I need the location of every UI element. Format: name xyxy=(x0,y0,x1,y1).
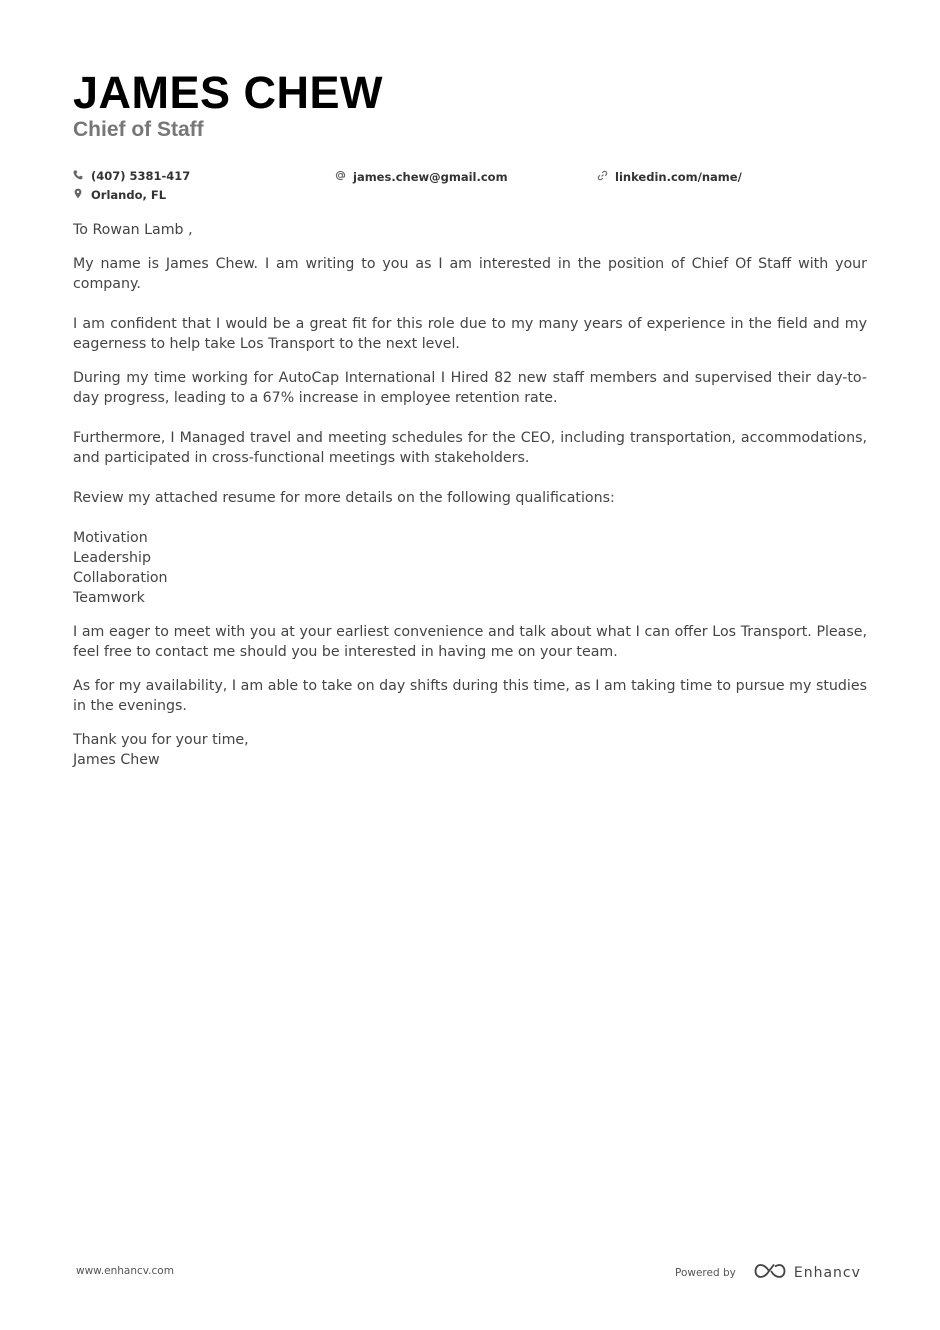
contact-email[interactable] xyxy=(335,168,508,185)
linkedin-value: linkedin.com/name/ xyxy=(615,170,742,184)
enhancv-logo-icon xyxy=(754,1263,786,1283)
paragraph-availability: As for my availability, I am able to take on day shifts during this time, as I am taking time to pursue my studies in the evenings. xyxy=(73,678,867,714)
paragraph-achievement: During my time working for AutoCap International I Hired 82 new staff members and supervised their day-to-day progress, leading to a 67% increase in employee retention rate. xyxy=(73,370,867,406)
contact-linkedin[interactable] xyxy=(597,168,742,185)
letter-body xyxy=(73,220,867,770)
location-pin-icon xyxy=(73,186,85,199)
list-item: Leadership xyxy=(73,550,151,566)
phone-icon xyxy=(73,168,85,180)
signature: James Chew xyxy=(73,752,160,768)
list-item: Collaboration xyxy=(73,570,168,586)
link-icon xyxy=(597,168,609,181)
paragraph-responsibilities: Furthermore, I Managed travel and meeting schedules for the CEO, including transportation, accommodations, and participated in cross-functional meetings with stakeholders. xyxy=(73,430,867,466)
paragraph-intro: My name is James Chew. I am writing to you as I am interested in the position of Chief Of Staff with your company. xyxy=(73,256,867,292)
at-sign-icon xyxy=(335,168,347,181)
contact-location xyxy=(73,186,166,203)
list-item: Teamwork xyxy=(73,590,145,606)
footer-branding[interactable] xyxy=(675,1262,861,1284)
paragraph-fit: I am confident that I would be a great fit for this role due to my many years of experience in the field and my eagerness to help take Los Transport to the next level. xyxy=(73,316,867,352)
brand-name: Enhancv xyxy=(793,1265,861,1281)
paragraph-meeting: I am eager to meet with you at your earliest convenience and talk about what I can offer Los Transport. Please, feel free to contact me should you be interested in having me on your team. xyxy=(73,624,867,660)
salutation: To Rowan Lamb , xyxy=(73,222,193,238)
paragraph-review: Review my attached resume for more details on the following qualifications: xyxy=(73,490,615,506)
applicant-title: Chief of Staff xyxy=(73,118,204,141)
footer-website[interactable]: www.enhancv.com xyxy=(76,1265,174,1277)
contact-phone[interactable] xyxy=(73,168,190,184)
powered-by-label: Powered by xyxy=(675,1267,736,1279)
phone-value: (407) 5381-417 xyxy=(91,169,191,183)
location-value: Orlando, FL xyxy=(91,188,167,202)
applicant-name: JAMES CHEW xyxy=(73,67,384,118)
qualifications-list xyxy=(73,528,867,608)
list-item: Motivation xyxy=(73,530,148,546)
email-value: james.chew@gmail.com xyxy=(353,170,508,184)
signoff: Thank you for your time, xyxy=(73,732,249,748)
